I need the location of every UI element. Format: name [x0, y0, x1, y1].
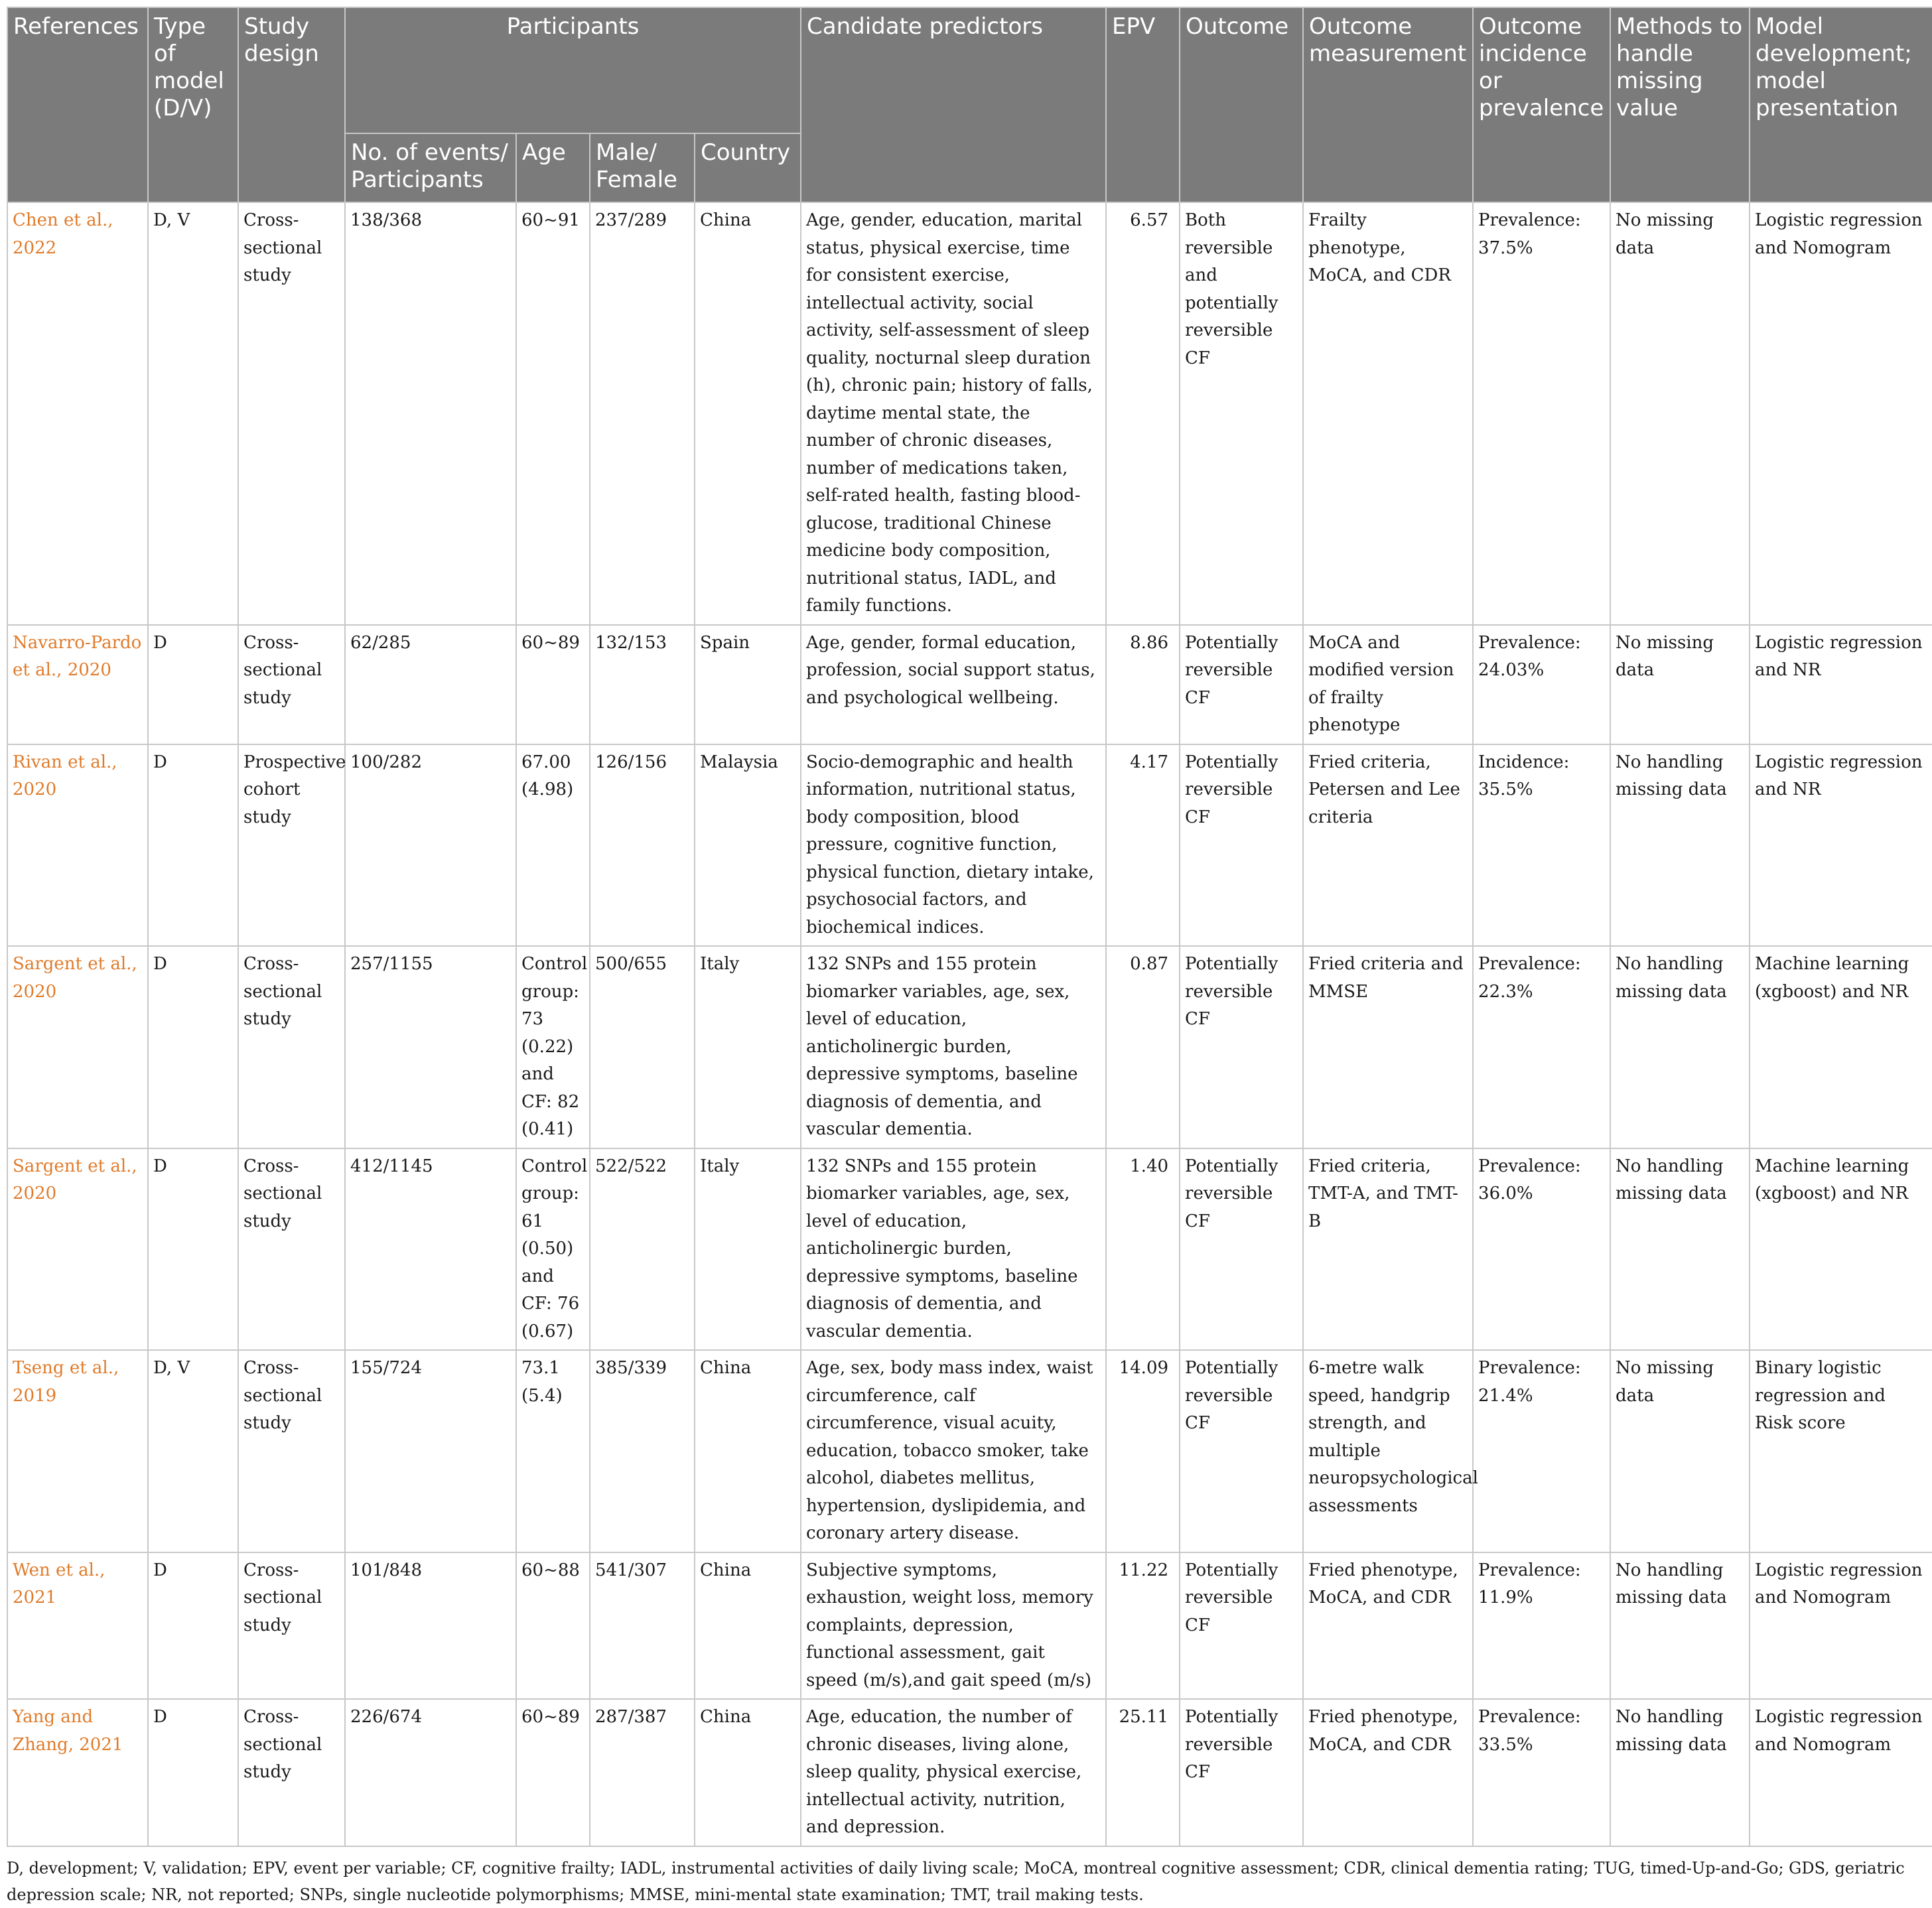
cell-country: Italy	[695, 1148, 801, 1351]
cell-events: 138/368	[345, 202, 516, 625]
cell-country: Spain	[695, 625, 801, 744]
cell-country: Malaysia	[695, 744, 801, 947]
header-model-development: Model development; model presentation	[1750, 7, 1932, 202]
cell-measurement: Frailty phenotype, MoCA, and CDR	[1303, 202, 1473, 625]
cell-missing: No handling missing data	[1610, 1552, 1750, 1700]
cell-reference[interactable]	[7, 1350, 148, 1552]
cell-predictors: 132 SNPs and 155 protein biomarker variables, age, sex, level of education, anticholinergic burden, depressive symptoms, baseline diagnosis of dementia, and vascular dementia.	[801, 946, 1106, 1148]
cell-reference[interactable]	[7, 1699, 148, 1846]
cell-incidence: Incidence: 35.5%	[1473, 744, 1610, 947]
cell-epv: 0.87	[1106, 946, 1180, 1148]
cell-male-female: 541/307	[590, 1552, 695, 1700]
cell-model: Binary logistic regression and Risk score	[1750, 1350, 1932, 1552]
cell-reference[interactable]	[7, 1552, 148, 1700]
cell-incidence: Prevalence: 22.3%	[1473, 946, 1610, 1148]
reference-link[interactable]: Yang and Zhang, 2021	[13, 1707, 123, 1755]
cell-predictors: 132 SNPs and 155 protein biomarker variables, age, sex, level of education, anticholinergic burden, depressive symptoms, baseline diagnosis of dementia, and vascular dementia.	[801, 1148, 1106, 1351]
cell-events: 100/282	[345, 744, 516, 947]
cell-type: D	[148, 625, 238, 744]
cell-model: Machine learning (xgboost) and NR	[1750, 1148, 1932, 1351]
cell-predictors: Socio-demographic and health information, nutritional status, body composition, blood pressure, cognitive function, physical function, dietary intake, psychosocial factors, and biochemical indices.	[801, 744, 1106, 947]
cell-country: China	[695, 1699, 801, 1846]
cell-missing: No missing data	[1610, 202, 1750, 625]
cell-outcome: Potentially reversible CF	[1180, 1148, 1303, 1351]
cell-type: D	[148, 1148, 238, 1351]
cell-outcome: Potentially reversible CF	[1180, 1552, 1303, 1700]
reference-link[interactable]: Tseng et al., 2019	[13, 1358, 119, 1406]
cell-design: Cross-sectional study	[238, 1552, 345, 1700]
cell-predictors: Age, sex, body mass index, waist circumference, calf circumference, visual acuity, education, tobacco smoker, take alcohol, diabetes mellitus, hypertension, dyslipidemia, and coronary artery disease.	[801, 1350, 1106, 1552]
header-candidate-predictors: Candidate predictors	[801, 7, 1106, 202]
header-outcome-incidence: Outcome incidence or prevalence	[1473, 7, 1610, 202]
table-row	[7, 202, 1932, 625]
cell-male-female: 500/655	[590, 946, 695, 1148]
cell-outcome: Potentially reversible CF	[1180, 744, 1303, 947]
cell-design: Cross-sectional study	[238, 1699, 345, 1846]
reference-link[interactable]: Chen et al., 2022	[13, 210, 113, 258]
header-outcome: Outcome	[1180, 7, 1303, 202]
cell-measurement: Fried criteria, Petersen and Lee criteria	[1303, 744, 1473, 947]
cell-model: Logistic regression and NR	[1750, 744, 1932, 947]
table-body	[7, 202, 1932, 1846]
table-row	[7, 1552, 1932, 1700]
cell-reference[interactable]	[7, 625, 148, 744]
cell-outcome: Potentially reversible CF	[1180, 1350, 1303, 1552]
cell-male-female: 522/522	[590, 1148, 695, 1351]
cell-missing: No handling missing data	[1610, 1699, 1750, 1846]
cell-design: Cross-sectional study	[238, 1148, 345, 1351]
cell-country: China	[695, 1350, 801, 1552]
cell-measurement: MoCA and modified version of frailty phenotype	[1303, 625, 1473, 744]
cell-measurement: Fried phenotype, MoCA, and CDR	[1303, 1699, 1473, 1846]
cell-type: D, V	[148, 1350, 238, 1552]
cell-measurement: Fried criteria, TMT-A, and TMT-B	[1303, 1148, 1473, 1351]
cell-epv: 4.17	[1106, 744, 1180, 947]
cell-model: Logistic regression and Nomogram	[1750, 202, 1932, 625]
cell-predictors: Subjective symptoms, exhaustion, weight loss, memory complaints, depression, functional assessment, gait speed (m/s),and gait speed (m/s)	[801, 1552, 1106, 1700]
cell-reference[interactable]	[7, 946, 148, 1148]
cell-predictors: Age, education, the number of chronic diseases, living alone, sleep quality, physical exercise, intellectual activity, nutrition, and depression.	[801, 1699, 1106, 1846]
reference-link[interactable]: Wen et al., 2021	[13, 1560, 105, 1607]
cell-age: Control group: 61 (0.50) and CF: 76 (0.67)	[516, 1148, 590, 1351]
cell-age: 73.1 (5.4)	[516, 1350, 590, 1552]
cell-model: Machine learning (xgboost) and NR	[1750, 946, 1932, 1148]
cell-country: China	[695, 202, 801, 625]
cell-male-female: 287/387	[590, 1699, 695, 1846]
cell-events: 62/285	[345, 625, 516, 744]
cell-epv: 25.11	[1106, 1699, 1180, 1846]
cell-design: Prospective cohort study	[238, 744, 345, 947]
table-row	[7, 1699, 1932, 1846]
header-references: References	[7, 7, 148, 202]
cell-incidence: Prevalence: 24.03%	[1473, 625, 1610, 744]
cell-missing: No handling missing data	[1610, 744, 1750, 947]
cell-type: D	[148, 1699, 238, 1846]
reference-link[interactable]: Sargent et al., 2020	[13, 1156, 137, 1203]
cell-type: D	[148, 946, 238, 1148]
cell-outcome: Both reversible and potentially reversible CF	[1180, 202, 1303, 625]
cell-incidence: Prevalence: 37.5%	[1473, 202, 1610, 625]
cell-design: Cross-sectional study	[238, 946, 345, 1148]
cell-events: 257/1155	[345, 946, 516, 1148]
cell-epv: 6.57	[1106, 202, 1180, 625]
header-age: Age	[516, 133, 590, 202]
cell-epv: 14.09	[1106, 1350, 1180, 1552]
cell-type: D	[148, 744, 238, 947]
cell-age: 60~88	[516, 1552, 590, 1700]
cell-epv: 1.40	[1106, 1148, 1180, 1351]
table-header	[7, 7, 1932, 202]
cell-design: Cross-sectional study	[238, 1350, 345, 1552]
table-row	[7, 946, 1932, 1148]
table-row	[7, 744, 1932, 947]
header-outcome-measurement: Outcome measurement	[1303, 7, 1473, 202]
cell-age: 60~91	[516, 202, 590, 625]
cell-missing: No handling missing data	[1610, 946, 1750, 1148]
header-type-of-model: Type of model (D/V)	[148, 7, 238, 202]
header-missing-methods: Methods to handle missing value	[1610, 7, 1750, 202]
cell-measurement: 6-metre walk speed, handgrip strength, and multiple neuropsychological assessments	[1303, 1350, 1473, 1552]
header-male-female: Male/ Female	[590, 133, 695, 202]
cell-type: D	[148, 1552, 238, 1700]
cell-measurement: Fried criteria and MMSE	[1303, 946, 1473, 1148]
header-epv: EPV	[1106, 7, 1180, 202]
cell-missing: No missing data	[1610, 625, 1750, 744]
cell-male-female: 126/156	[590, 744, 695, 947]
cell-predictors: Age, gender, formal education, profession, social support status, and psychological wellbeing.	[801, 625, 1106, 744]
header-events-participants: No. of events/ Participants	[345, 133, 516, 202]
header-participants: Participants	[345, 7, 801, 133]
cell-reference[interactable]	[7, 202, 148, 625]
reference-link[interactable]: Navarro-Pardo et al., 2020	[13, 632, 142, 680]
cell-missing: No handling missing data	[1610, 1148, 1750, 1351]
cell-reference[interactable]	[7, 1148, 148, 1351]
cell-country: China	[695, 1552, 801, 1700]
cell-events: 412/1145	[345, 1148, 516, 1351]
table-row	[7, 625, 1932, 744]
cell-measurement: Fried phenotype, MoCA, and CDR	[1303, 1552, 1473, 1700]
header-study-design: Study design	[238, 7, 345, 202]
cell-age: 60~89	[516, 1699, 590, 1846]
cell-male-female: 385/339	[590, 1350, 695, 1552]
cell-male-female: 237/289	[590, 202, 695, 625]
cell-outcome: Potentially reversible CF	[1180, 946, 1303, 1148]
cell-design: Cross-sectional study	[238, 202, 345, 625]
reference-link[interactable]: Rivan et al., 2020	[13, 752, 117, 799]
cell-epv: 8.86	[1106, 625, 1180, 744]
prediction-models-table	[7, 7, 1932, 1847]
cell-age: 60~89	[516, 625, 590, 744]
table-row	[7, 1148, 1932, 1351]
table-row	[7, 1350, 1932, 1552]
cell-design: Cross-sectional study	[238, 625, 345, 744]
cell-model: Logistic regression and Nomogram	[1750, 1699, 1932, 1846]
cell-missing: No missing data	[1610, 1350, 1750, 1552]
document	[7, 7, 1925, 1908]
cell-incidence: Prevalence: 33.5%	[1473, 1699, 1610, 1846]
cell-events: 155/724	[345, 1350, 516, 1552]
cell-predictors: Age, gender, education, marital status, physical exercise, time for consistent exercise, intellectual activity, social activity, self-assessment of sleep quality, nocturnal sleep duration (h), chronic pain; history of falls, daytime mental state, the number of chronic diseases, number of medications taken, self-rated health, fasting blood-glucose, traditional Chinese medicine body composition, nutritional status, IADL, and family functions.	[801, 202, 1106, 625]
cell-events: 101/848	[345, 1552, 516, 1700]
cell-model: Logistic regression and NR	[1750, 625, 1932, 744]
cell-outcome: Potentially reversible CF	[1180, 625, 1303, 744]
reference-link[interactable]: Sargent et al., 2020	[13, 954, 137, 1002]
cell-country: Italy	[695, 946, 801, 1148]
cell-epv: 11.22	[1106, 1552, 1180, 1700]
cell-male-female: 132/153	[590, 625, 695, 744]
cell-events: 226/674	[345, 1699, 516, 1846]
cell-incidence: Prevalence: 21.4%	[1473, 1350, 1610, 1552]
cell-model: Logistic regression and Nomogram	[1750, 1552, 1932, 1700]
cell-outcome: Potentially reversible CF	[1180, 1699, 1303, 1846]
cell-incidence: Prevalence: 36.0%	[1473, 1148, 1610, 1351]
cell-incidence: Prevalence: 11.9%	[1473, 1552, 1610, 1700]
cell-reference[interactable]	[7, 744, 148, 947]
header-country: Country	[695, 133, 801, 202]
table-footnote: D, development; V, validation; EPV, event per variable; CF, cognitive frailty; IADL, instrumental activities of daily living scale; MoCA, montreal cognitive assessment; CDR, clinical dementia rating; TUG, timed-Up-and-Go; GDS, geriatric depression scale; NR, not reported; SNPs, single nucleotide polymorphisms; MMSE, mini-mental state examination; TMT, trail making tests.	[7, 1858, 1905, 1904]
cell-age: Control group: 73 (0.22) and CF: 82 (0.41)	[516, 946, 590, 1148]
cell-type: D, V	[148, 202, 238, 625]
cell-age: 67.00 (4.98)	[516, 744, 590, 947]
